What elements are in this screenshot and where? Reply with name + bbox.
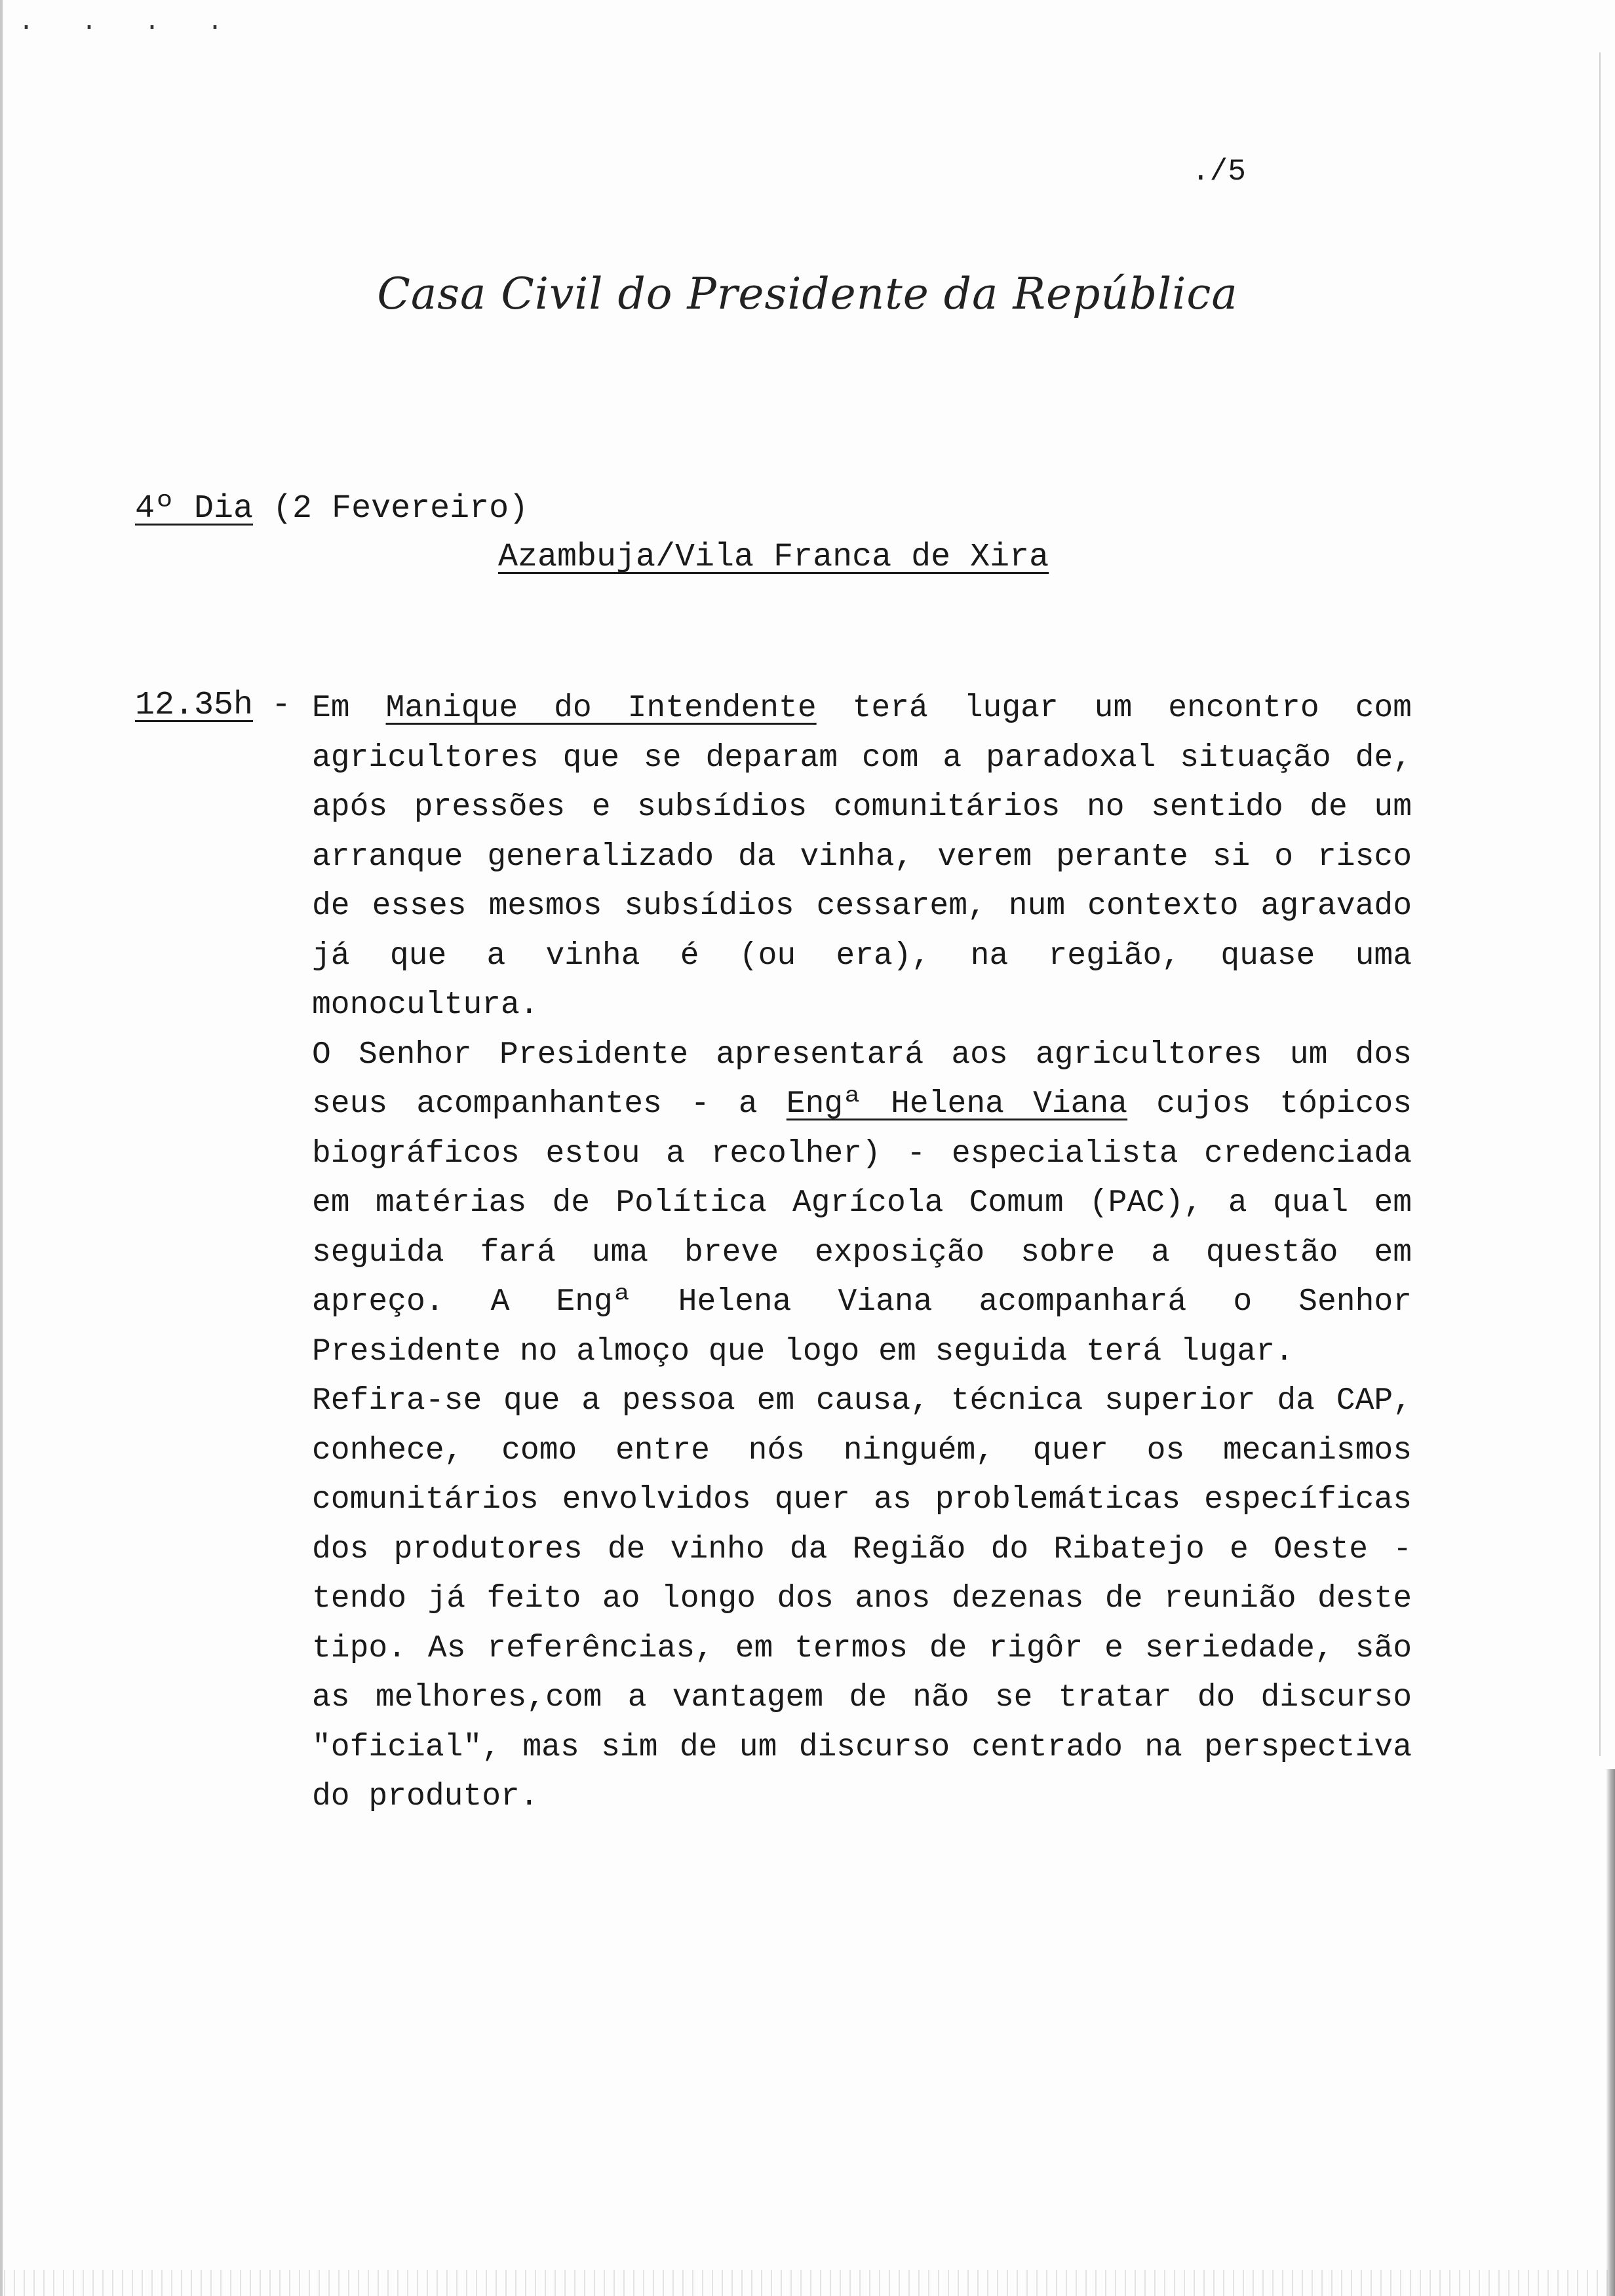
scan-left-edge — [0, 0, 3, 2296]
location-label: Azambuja/Vila Franca de Xira — [498, 539, 1049, 576]
entry-time — [135, 687, 253, 724]
scan-bottom-noise — [0, 2270, 1615, 2296]
place-name: Manique do Intendente — [385, 691, 817, 726]
day-heading — [135, 490, 528, 527]
p2-before: O Senhor Presidente apresentará aos agricultores um dos seus acompanhantes - a — [312, 1037, 1412, 1122]
entry-dash: - — [271, 687, 292, 724]
page-number: ./5 — [1192, 155, 1246, 189]
p1-before: Em — [312, 691, 386, 726]
entry-time-label: 12.35h — [135, 687, 254, 724]
p1-after: terá lugar um encontro com agricultores que se deparam com a paradoxal situação de, após pressões e subsídios comunitários no sentido de um arranque generalizado da vinha, verem perante si o risco de esses mesmos subsídios cessarem, num contexto agravado já que a vinha é (ou era), na região, quase uma monocultura. — [312, 691, 1412, 1023]
day-label: 4º Dia — [135, 490, 254, 527]
paragraph-1 — [312, 684, 1412, 1031]
p2-after: cujos tópicos biográficos estou a recolher) - especialista credenciada em matérias de Política Agrícola Comum (PAC), a qual em seguida fará uma breve exposição sobre a questão em apreço. A Engª Helena Viana acompanhará o Senhor Presidente no almoço que logo em seguida terá lugar. — [312, 1086, 1412, 1369]
paragraph-3: Refira-se que a pessoa em causa, técnica superior da CAP, conhece, como entre nós ninguém, quer os mecanismos comunitários envolvidos quer as problemáticas específicas dos produtores de vinho da Região do Ribatejo e Oeste - tendo já feito ao longo dos anos dezenas de reunião deste tipo. As referências, em termos de rigôr e seriedade, são as melhores,com a vantagem de não se tratar do discurso "oficial", mas sim de um discurso centrado na perspectiva do produtor. — [312, 1383, 1412, 1814]
letterhead: Casa Civil do Presidente da República — [377, 269, 1238, 319]
location-heading — [498, 539, 1049, 576]
entry-body — [312, 684, 1412, 1822]
paragraph-2 — [312, 1031, 1412, 1377]
day-date: (2 Fevereiro) — [273, 490, 529, 527]
scan-corner-dots: · · · · — [18, 13, 239, 43]
person-name: Engª Helena Viana — [786, 1086, 1128, 1122]
scan-right-edge — [1606, 1769, 1615, 2296]
